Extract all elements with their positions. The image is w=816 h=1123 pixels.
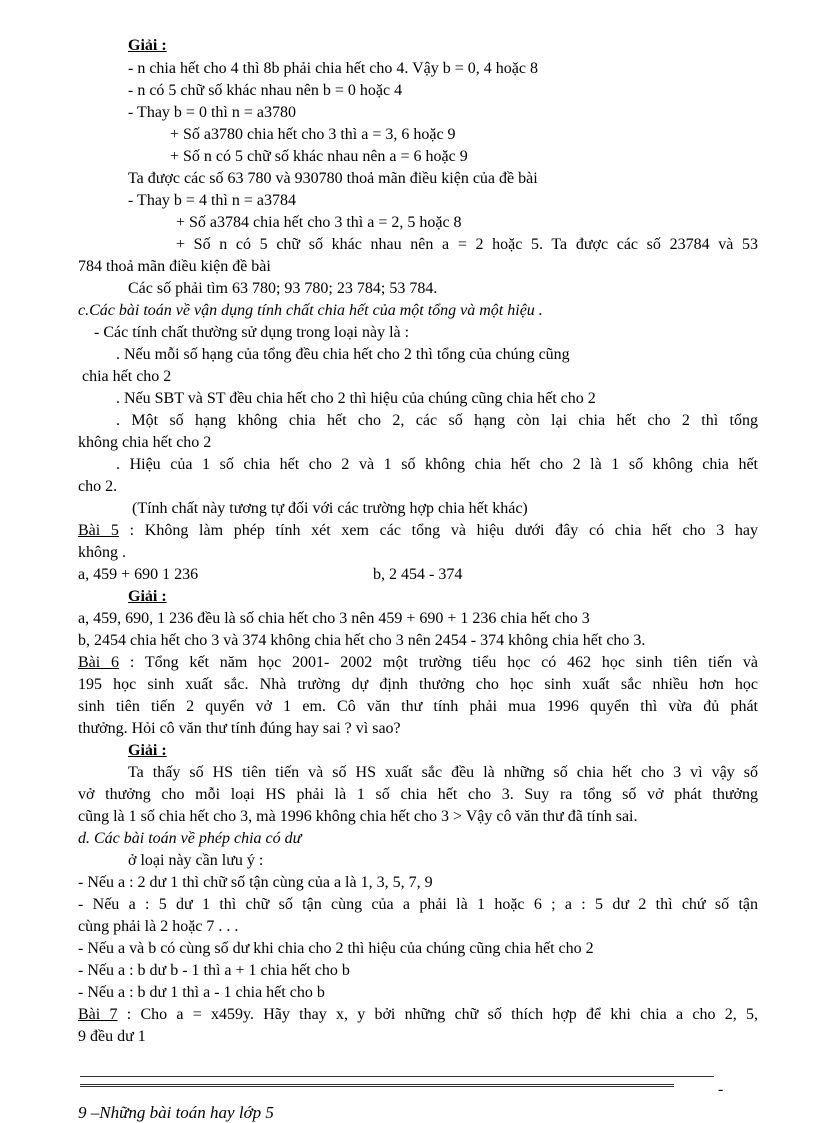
solution-heading: Giải : [128,37,167,54]
exercise-text: : Không làm phép tính xét xem các tổng và hiệu dưới đây có chia hết cho 3 hay [118,522,759,539]
text-line: - Nếu a và b có cùng số dư khi chia cho 2 thì hiệu của chúng cũng chia hết cho 2 [78,940,594,957]
text-line: - n chia hết cho 4 thì 8b phải chia hết cho 4. Vậy b = 0, 4 hoặc 8 [128,60,538,77]
text-line: 784 thoả mãn điều kiện đề bài [78,258,271,275]
text-line: không . [78,544,126,561]
text-line: chia hết cho 2 [82,368,172,385]
text-line: . Một số hạng không chia hết cho 2, các số hạng còn lại chia hết cho 2 thì tổng [116,412,758,429]
page-footer: 9 –Những bài toán hay lớp 5 [78,1103,274,1122]
text-line: Ta được các số 63 780 và 930780 thoả mãn điều kiện của đề bài [128,170,538,187]
text-line: . Nếu SBT và ST đều chia hết cho 2 thì hiệu của chúng cũng chia hết cho 2 [116,390,596,407]
text-line: a, 459, 690, 1 236 đều là số chia hết cho 3 nên 459 + 690 + 1 236 chia hết cho 3 [78,610,590,627]
text-line: thưởng. Hỏi cô văn thư tính đúng hay sai ? vì sao? [78,720,401,737]
exercise-text: : Tổng kết năm học 2001- 2002 một trường tiểu học có 462 học sinh tiên tiến và [119,654,759,671]
section-heading-c: c.Các bài toán về vận dụng tính chất chia hết của một tổng và một hiệu . [78,302,543,319]
exercise-5 [78,521,758,540]
text-line: - n có 5 chữ số khác nhau nên b = 0 hoặc 4 [128,82,403,99]
text-line: sinh tiên tiến 2 quyển vở 1 em. Cô văn thư tính phải mua 1996 quyển thì vừa đủ phát [78,698,758,715]
section-heading-d: d. Các bài toán về phép chia có dư [78,830,302,847]
text-line: + Số a3784 chia hết cho 3 thì a = 2, 5 hoặc 8 [176,214,462,231]
text-line: Ta thấy số HS tiên tiến và số HS xuất sắc đều là những số chia hết cho 3 vì vậy số [128,764,758,781]
text-line: - Nếu a : b dư 1 thì a - 1 chia hết cho b [78,984,325,1001]
text-line: ở loại này cần lưu ý : [128,852,264,869]
footer-rule-top [80,1076,714,1077]
text-line: cũng là 1 số chia hết cho 3, mà 1996 không chia hết cho 3 > Vậy cô văn thư đã tính sai. [78,808,638,825]
solution-heading: Giải : [128,588,167,605]
text-line: vở thưởng cho mỗi loại HS phải là 1 số chia hết cho 3. Suy ra tổng số vở phát thưởng [78,786,758,803]
text-line: 9 đều dư 1 [78,1028,146,1045]
exercise-6 [78,653,758,672]
exercise-text: : Cho a = x459y. Hãy thay x, y bởi những chữ số thích hợp để khi chia a cho 2, 5, [117,1006,758,1023]
text-line: không chia hết cho 2 [78,434,212,451]
text-line: cho 2. [78,478,118,495]
text-line: b, 2 454 - 374 [373,566,463,583]
text-line: - Thay b = 0 thì n = a3780 [128,104,296,121]
text-line: b, 2454 chia hết cho 3 và 374 không chia hết cho 3 nên 2454 - 374 không chia hết cho 3. [78,632,646,649]
text-line: 195 học sinh xuất sắc. Nhà trường dự định thưởng cho học sinh xuất sắc nhiều hơn học [78,676,758,693]
footer-rule-double [80,1084,674,1087]
text-line: - Nếu a : 5 dư 1 thì chữ số tận cùng của a phải là 1 hoặc 6 ; a : 5 dư 2 thì chứ số tận [78,896,758,913]
text-line: + Số n có 5 chữ số khác nhau nên a = 6 hoặc 9 [170,148,468,165]
footer-dash: - [718,1081,724,1098]
exercise-label: Bài 7 [78,1006,118,1023]
text-line: a, 459 + 690 1 236 [78,566,199,583]
text-line: - Nếu a : b dư b - 1 thì a + 1 chia hết cho b [78,962,350,979]
text-line: - Thay b = 4 thì n = a3784 [128,192,296,209]
exercise-7 [78,1005,758,1024]
text-line: cùng phải là 2 hoặc 7 . . . [78,918,239,935]
text-line: + Số n có 5 chữ số khác nhau nên a = 2 hoặc 5. Ta được các số 23784 và 53 [176,236,758,253]
exercise-label: Bài 5 [78,522,119,539]
text-line: . Hiệu của 1 số chia hết cho 2 và 1 số không chia hết cho 2 là 1 số không chia hết [116,456,758,473]
exercise-label: Bài 6 [78,654,120,671]
solution-heading: Giải : [128,742,167,759]
text-line: - Các tính chất thường sử dụng trong loại này là : [94,324,410,341]
text-line: (Tính chất này tương tự đối với các trường hợp chia hết khác) [132,500,528,517]
text-line: . Nếu mỗi số hạng của tổng đều chia hết cho 2 thì tổng của chúng cũng [116,346,570,363]
text-line: + Số a3780 chia hết cho 3 thì a = 3, 6 hoặc 9 [170,126,456,143]
text-line: - Nếu a : 2 dư 1 thì chữ số tận cùng của a là 1, 3, 5, 7, 9 [78,874,433,891]
text-line: Các số phải tìm 63 780; 93 780; 23 784; 53 784. [128,280,438,297]
